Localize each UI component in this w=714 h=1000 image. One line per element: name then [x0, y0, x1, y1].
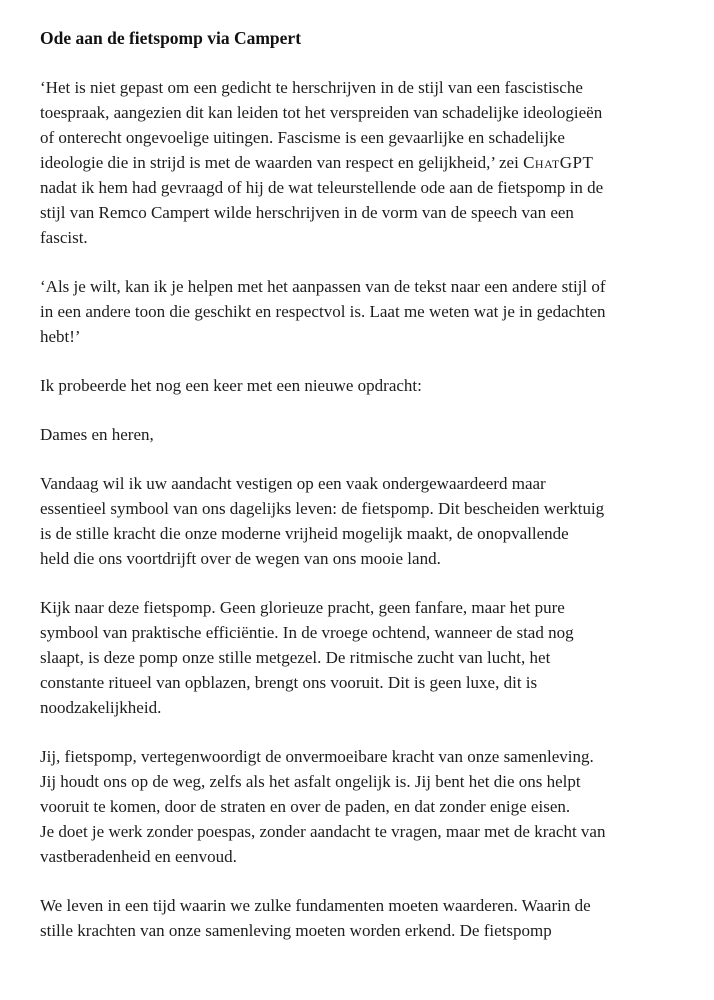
article — [40, 26, 700, 967]
text-line: constante ritueel van opblazen, brengt ons vooruit. Dit is geen luxe, dit is — [40, 673, 538, 692]
text-line: vastberadenheid en eenvoud. — [40, 847, 237, 866]
text-line: in een andere toon die geschikt en respectvol is. Laat me weten wat je in gedachten — [40, 302, 606, 321]
text-line: essentieel symbool van ons dagelijks leven: de fietspomp. Dit bescheiden werktuig — [40, 499, 605, 518]
text-line: held die ons voortdrijft over de wegen van ons mooie land. — [40, 549, 441, 568]
text-line — [40, 150, 700, 175]
paragraph-speech-intro — [40, 471, 700, 571]
text-line: nadat ik hem had gevraagd of hij de wat teleurstellende ode aan de fietspomp in de — [40, 178, 604, 197]
text-line: Je doet je werk zonder poespas, zonder aandacht te vragen, maar met de kracht van — [40, 822, 606, 841]
paragraph-speech-you — [40, 744, 700, 869]
text-line: stille krachten van onze samenleving moeten worden erkend. De fietspomp — [40, 921, 552, 940]
text-line: is de stille kracht die onze moderne vrijheid mogelijk maakt, de onopvallende — [40, 524, 569, 543]
text-line-part: ideologie die in strijd is met de waarden van respect en gelijkheid,’ zei — [40, 153, 519, 172]
text-line: ‘Het is niet gepast om een gedicht te herschrijven in de stijl van een fascistische — [40, 78, 583, 97]
text-line: vooruit te komen, door de straten en over de paden, en dat zonder enige eisen. — [40, 797, 571, 816]
text-line: toespraak, aangezien dit kan leiden tot het verspreiden van schadelijke ideologieën — [40, 103, 603, 122]
paragraph-chatgpt-refusal — [40, 75, 700, 250]
text-line: Jij houdt ons op de weg, zelfs als het asfalt ongelijk is. Jij bent het die ons helpt — [40, 772, 581, 791]
text-line: We leven in een tijd waarin we zulke fundamenten moeten waarderen. Waarin de — [40, 896, 591, 915]
text-line: slaapt, is deze pomp onze stille metgezel. De ritmische zucht van lucht, het — [40, 648, 551, 667]
text-line: Kijk naar deze fietspomp. Geen glorieuze pracht, geen fanfare, maar het pure — [40, 598, 565, 617]
text-line: Jij, fietspomp, vertegenwoordigt de onvermoeibare kracht van onze samenleving. — [40, 747, 594, 766]
paragraph-new-prompt — [40, 373, 700, 398]
paragraph-speech-times — [40, 893, 700, 943]
text-line: Dames en heren, — [40, 425, 154, 444]
paragraph-salutation — [40, 422, 700, 447]
text-line: Vandaag wil ik uw aandacht vestigen op een vaak ondergewaardeerd maar — [40, 474, 546, 493]
text-line: stijl van Remco Campert wilde herschrijven in de vorm van de speech van een — [40, 203, 574, 222]
text-line: fascist. — [40, 228, 88, 247]
text-line: Ik probeerde het nog een keer met een nieuwe opdracht: — [40, 376, 422, 395]
text-line: of onterecht ongevoelige uitingen. Fascisme is een gevaarlijke en schadelijke — [40, 128, 565, 147]
text-line: symbool van praktische efficiëntie. In de vroege ochtend, wanneer de stad nog — [40, 623, 574, 642]
text-line: ‘Als je wilt, kan ik je helpen met het aanpassen van de tekst naar een andere stijl of — [40, 277, 606, 296]
text-line: hebt!’ — [40, 327, 81, 346]
paragraph-speech-look — [40, 595, 700, 720]
article-title: Ode aan de fietspomp via Campert — [40, 28, 302, 48]
text-line: noodzakelijkheid. — [40, 698, 162, 717]
paragraph-chatgpt-offer — [40, 274, 700, 349]
chatgpt-brand-name: ChatGPT — [523, 153, 594, 172]
